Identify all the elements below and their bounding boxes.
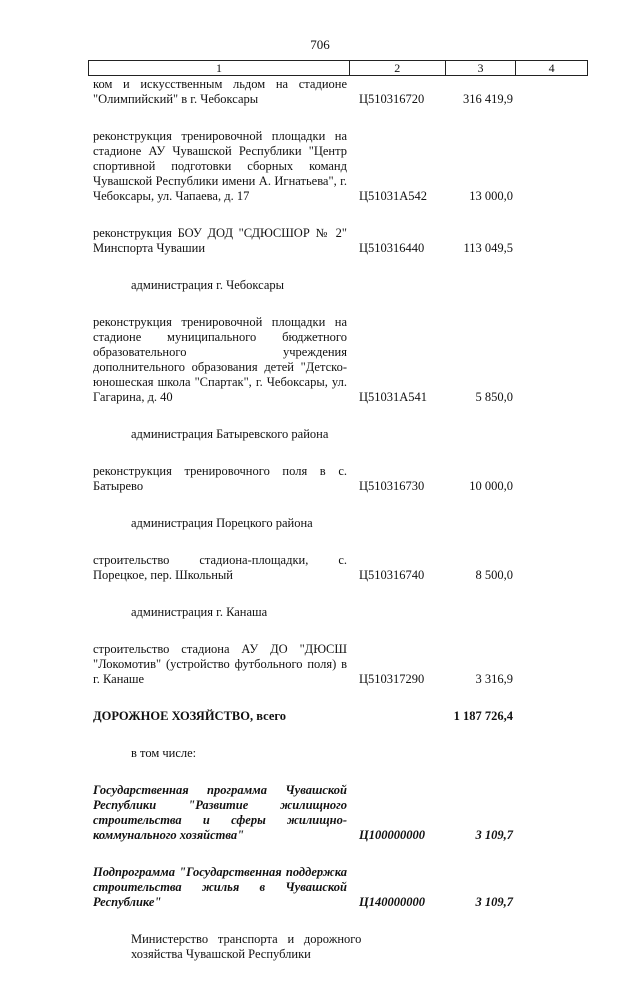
row-code: Ц140000000: [359, 895, 425, 909]
row-description: строительство стадиона АУ ДО "ДЮСШ "Локомотив" (устройство футбольного поля) в г. Канаше: [93, 642, 347, 686]
table-row: [93, 77, 513, 107]
row-description: в том числе:: [131, 746, 197, 760]
table-row: [93, 553, 513, 583]
row-amount: 8 500,0: [475, 568, 513, 582]
table-row: [93, 278, 513, 293]
row-amount: 113 049,5: [463, 241, 513, 255]
row-code: Ц510316720: [359, 92, 425, 106]
table-row: [93, 865, 513, 910]
table-row: [93, 642, 513, 687]
row-description: администрация Батыревского района: [131, 427, 329, 441]
row-code: Ц100000000: [359, 828, 425, 842]
table-row: [93, 226, 513, 256]
row-amount: 13 000,0: [469, 189, 513, 203]
table-row: [93, 129, 513, 204]
row-amount: 3 316,9: [475, 672, 513, 686]
budget-table-body: [93, 77, 513, 984]
row-code: Ц510316730: [359, 479, 425, 493]
row-code: Ц510316440: [359, 241, 425, 255]
row-description: реконструкция БОУ ДОД "СДЮСШОР № 2" Минспорта Чувашии: [93, 226, 347, 255]
row-description: администрация г. Чебоксары: [131, 278, 285, 292]
header-col-1: 1: [89, 61, 350, 75]
row-amount: 3 109,7: [475, 895, 513, 909]
row-code: Ц510317290: [359, 672, 425, 686]
row-amount: 316 419,9: [463, 92, 513, 106]
table-row: [93, 427, 513, 442]
row-description: администрация Порецкого района: [131, 516, 313, 530]
row-description: реконструкция тренировочной площадки на стадионе АУ Чувашской Республики "Центр спортивной подготовки сборных команд Чувашской Республики имени А. Игнатьева", г. Чебоксары, ул. Чапаева, д. 17: [93, 129, 347, 203]
row-description: строительство стадиона-площадки, с. Порецкое, пер. Школьный: [93, 553, 347, 582]
table-row: [93, 315, 513, 405]
row-description: реконструкция тренировочного поля в с. Батырево: [93, 464, 347, 493]
table-header: [88, 60, 588, 76]
row-description: администрация г. Канаша: [131, 605, 268, 619]
page-number: 706: [310, 37, 330, 52]
row-amount: 5 850,0: [475, 390, 513, 404]
header-col-3: 3: [446, 61, 517, 75]
table-row: [93, 709, 513, 724]
row-amount: 10 000,0: [469, 479, 513, 493]
row-description: ком и искусственным льдом на стадионе "Олимпийский" в г. Чебоксары: [93, 77, 347, 106]
row-amount: 3 109,7: [475, 828, 513, 842]
row-description: реконструкция тренировочной площадки на стадионе муниципального бюджетного образовательного учреждения дополнительного образования детей "Детско-юношеская школа "Спартак", г. Чебоксары, ул. Гагарина, д. 40: [93, 315, 347, 404]
row-code: Ц51031А542: [359, 189, 428, 203]
row-description: ДОРОЖНОЕ ХОЗЯЙСТВО, всего: [93, 709, 286, 723]
row-description: Подпрограмма "Государственная поддержка строительства жилья в Чувашской Республике": [93, 865, 347, 909]
table-row: [93, 932, 513, 962]
header-col-2: 2: [350, 61, 446, 75]
row-code: Ц510316740: [359, 568, 425, 582]
table-row: [93, 464, 513, 494]
table-row: [93, 783, 513, 843]
row-description: Государственная программа Чувашской Республики "Развитие жилищного строительства и сферы жилищно-коммунального хозяйства": [93, 783, 347, 842]
row-code: Ц51031А541: [359, 390, 428, 404]
row-amount: 1 187 726,4: [453, 709, 513, 723]
row-description: Министерство транспорта и дорожного хозяйства Чувашской Республики: [131, 932, 362, 961]
table-row: [93, 746, 513, 761]
table-row: [93, 605, 513, 620]
header-col-4: 4: [548, 61, 555, 75]
table-row: [93, 516, 513, 531]
